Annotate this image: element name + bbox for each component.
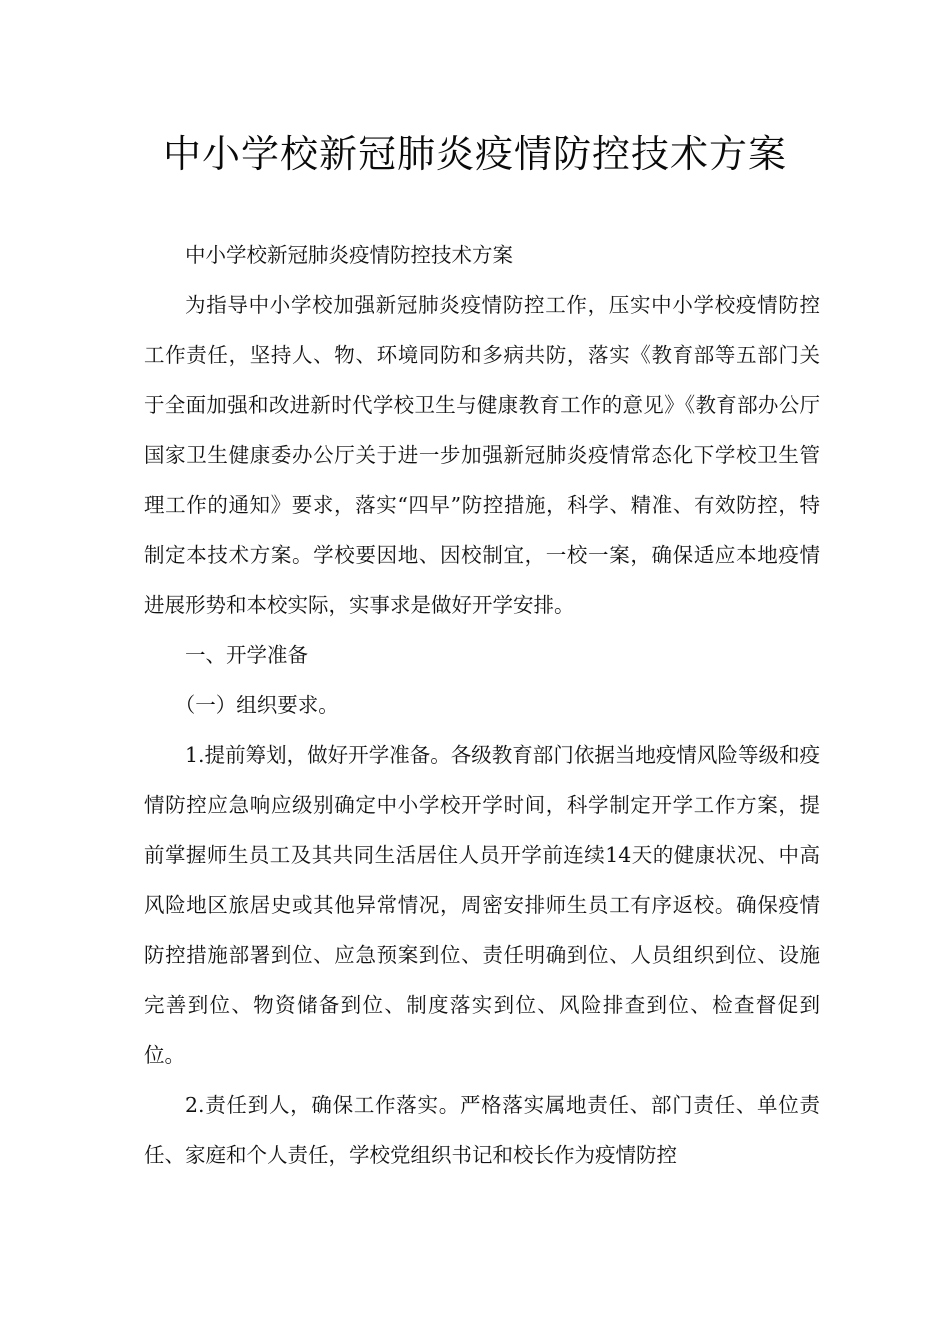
subtitle-paragraph: 中小学校新冠肺炎疫情防控技术方案: [185, 243, 513, 267]
item-paragraph-2: 2.责任到人，确保工作落实。严格落实属地责任、部门责任、单位责任、家庭和个人责任，学校党组织书记和校长作为疫情防控: [144, 1093, 820, 1167]
subsection-heading: （一）组织要求。: [174, 693, 339, 717]
intro-paragraph: 为指导中小学校加强新冠肺炎疫情防控工作，压实中小学校疫情防控工作责任，坚持人、物、环境同防和多病共防，落实《教育部等五部门关于全面加强和改进新时代学校卫生与健康教育工作的意见》《教育部办公厅国家卫生健康委办公厅关于进一步加强新冠肺炎疫情常态化下学校卫生管理工作的通知》要求，落实“四早”防控措施，科学、精准、有效防控，特制定本技术方案。学校要因地、因校制宜，一校一案，确保适应本地疫情进展形势和本校实际，实事求是做好开学安排。: [144, 293, 820, 617]
document-body: [144, 230, 820, 1180]
document-title: 中小学校新冠肺炎疫情防控技术方案: [162, 132, 787, 176]
item-paragraph-1: 1.提前筹划，做好开学准备。各级教育部门依据当地疫情风险等级和疫情防控应急响应级别确定中小学校开学时间，科学制定开学工作方案，提前掌握师生员工及其共同生活居住人员开学前连续14天的健康状况、中高风险地区旅居史或其他异常情况，周密安排师生员工有序返校。确保疫情防控措施部署到位、应急预案到位、责任明确到位、人员组织到位、设施完善到位、物资储备到位、制度落实到位、风险排查到位、检查督促到位。: [144, 743, 820, 1067]
section-heading: 一、开学准备: [185, 643, 308, 667]
